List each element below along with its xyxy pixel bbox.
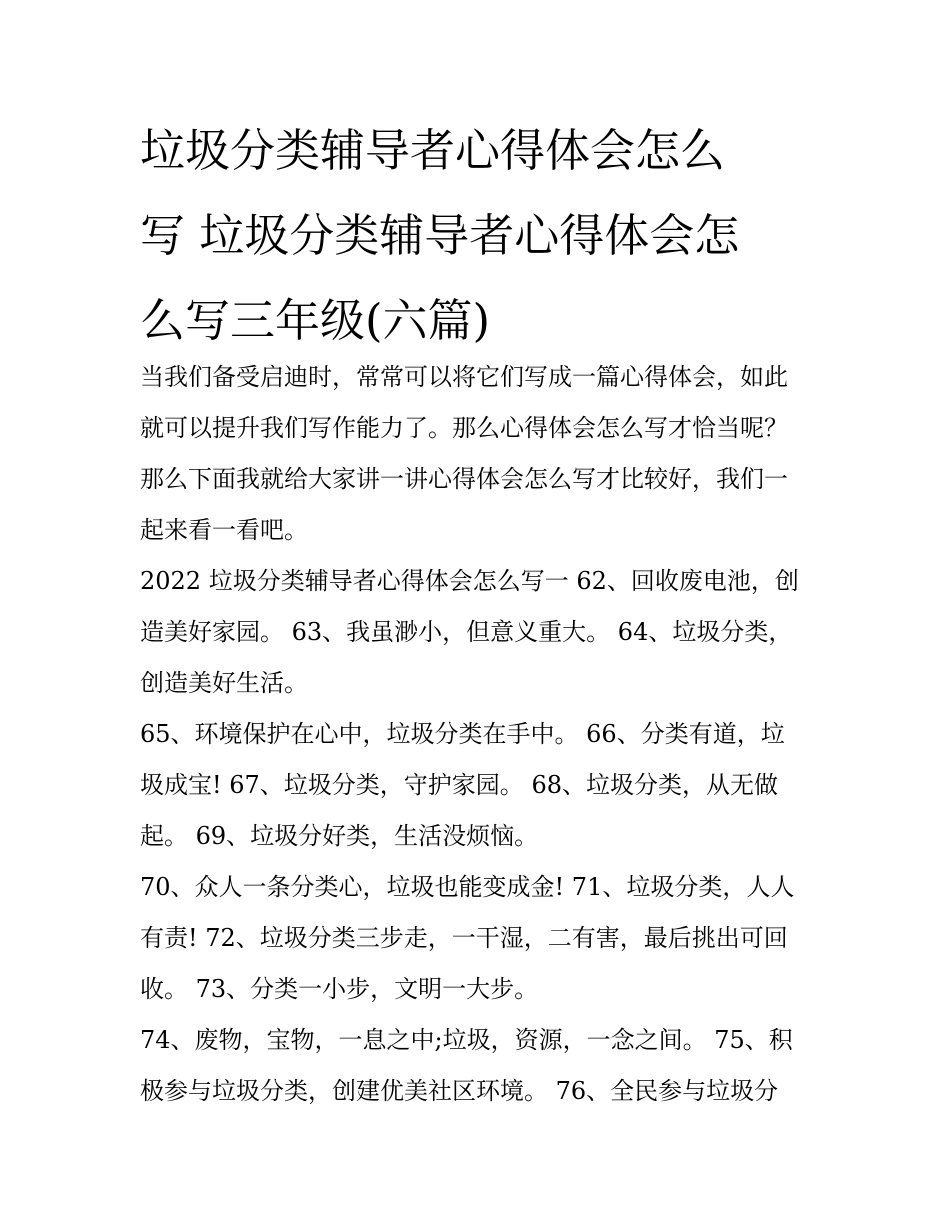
title-line: 垃圾分类辅导者心得体会怎么 bbox=[140, 124, 726, 177]
text-line: 有责! 72、垃圾分类三步走，一干湿，二有害，最后挑出可回 bbox=[140, 924, 788, 952]
text-line: 65、环境保护在心中，垃圾分类在手中。 66、分类有道，垃 bbox=[140, 720, 785, 748]
document-body bbox=[140, 352, 820, 1117]
paragraph-slogans-2 bbox=[140, 709, 820, 862]
text-line: 2022 垃圾分类辅导者心得体会怎么写一 62、回收废电池，创 bbox=[140, 567, 799, 595]
paragraph-slogans-1 bbox=[140, 556, 820, 709]
text-line: 造美好家园。 63、我虽渺小，但意义重大。 64、垃圾分类， bbox=[140, 618, 793, 646]
text-line: 创造美好生活。 bbox=[140, 669, 308, 697]
paragraph-intro bbox=[140, 352, 820, 556]
text-line: 起来看一看吧。 bbox=[140, 516, 308, 544]
paragraph-slogans-4 bbox=[140, 1015, 820, 1117]
text-line: 圾成宝! 67、垃圾分类，守护家园。 68、垃圾分类，从无做 bbox=[140, 771, 778, 799]
text-line: 70、众人一条分类心，垃圾也能变成金! 71、垃圾分类，人人 bbox=[140, 873, 795, 901]
paragraph-slogans-3 bbox=[140, 862, 820, 1015]
text-line: 就可以提升我们写作能力了。那么心得体会怎么写才恰当呢？ bbox=[140, 414, 788, 442]
text-line: 那么下面我就给大家讲一讲心得体会怎么写才比较好，我们一 bbox=[140, 465, 788, 493]
title-line: 么写三年级(六篇) bbox=[140, 294, 491, 347]
title-line: 写 垃圾分类辅导者心得体会怎 bbox=[140, 209, 740, 262]
text-line: 收。 73、分类一小步，文明一大步。 bbox=[140, 975, 539, 1003]
text-line: 当我们备受启迪时，常常可以将它们写成一篇心得体会，如此 bbox=[140, 363, 788, 391]
text-line: 起。 69、垃圾分好类，生活没烦恼。 bbox=[140, 822, 539, 850]
document-title bbox=[140, 108, 820, 363]
text-line: 74、废物，宝物，一息之中;垃圾，资源，一念之间。 75、积 bbox=[140, 1026, 793, 1054]
text-line: 极参与垃圾分类，创建优美社区环境。 76、全民参与垃圾分 bbox=[140, 1077, 779, 1105]
